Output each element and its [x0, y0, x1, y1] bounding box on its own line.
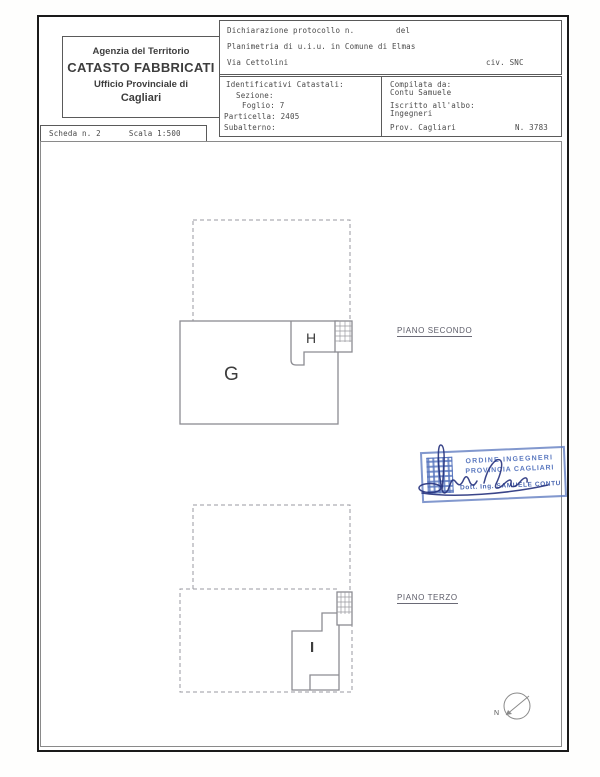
particella-field: Particella: 2405	[224, 112, 300, 121]
planimetria-line: Planimetria di u.i.u. in Comune di Elmas	[227, 42, 416, 51]
stamp-line3: Dott. Ing. SAMUELE CONTU	[459, 480, 562, 492]
civic-number: civ. SNC	[486, 58, 524, 67]
declaration-box	[219, 20, 562, 75]
signature	[408, 438, 573, 508]
room-g-label: G	[224, 364, 239, 385]
subalterno-field: Subalterno:	[224, 123, 276, 132]
sheet-number: Scheda n. 2	[49, 128, 101, 138]
agency-office: Ufficio Provinciale di	[94, 79, 188, 90]
terzo-dashed-upper	[193, 505, 350, 592]
agency-city: Cagliari	[120, 92, 162, 104]
street-line: Via Cettolini	[227, 58, 289, 67]
room-i-label: I	[310, 639, 315, 656]
room-h-label: H	[306, 330, 317, 346]
foglio-field: Foglio: 7	[242, 101, 285, 110]
sezione-field: Sezione:	[236, 91, 274, 100]
albo-number: N. 3783	[515, 123, 549, 132]
agency-line1: Agenzia del Territorio	[92, 46, 190, 57]
agency-header-box	[62, 36, 220, 118]
agency-title: CATASTO FABBRICATI	[67, 60, 215, 75]
piano-secondo-label: PIANO SECONDO	[397, 326, 473, 335]
province-field: Prov. Cagliari	[390, 123, 457, 132]
catastal-ids-box	[219, 76, 384, 137]
scale-value: Scala 1:500	[128, 128, 181, 138]
terzo-room-outline	[292, 613, 339, 690]
north-arrow-icon	[504, 693, 530, 719]
compiler-label: Compilata da:	[390, 80, 452, 89]
albo-label: Iscritto all'albo:	[390, 101, 475, 110]
stamp-line2: PROVINCIA CAGLIARI	[465, 464, 555, 476]
protocol-label: Dichiarazione protocollo n.	[227, 26, 355, 35]
ids-title: Identificativi Catastali:	[226, 80, 344, 89]
secondo-dashed-outline	[193, 220, 350, 321]
compiler-name: Contu Samuele	[390, 88, 452, 97]
compass-north-label: N	[494, 710, 500, 717]
compiler-box	[381, 76, 562, 137]
albo-value: Ingegneri	[390, 109, 433, 118]
stamp-line1: ORDINE INGEGNERI	[465, 454, 554, 466]
protocol-del-label: del	[396, 26, 411, 35]
piano-terzo-label: PIANO TERZO	[397, 593, 458, 602]
